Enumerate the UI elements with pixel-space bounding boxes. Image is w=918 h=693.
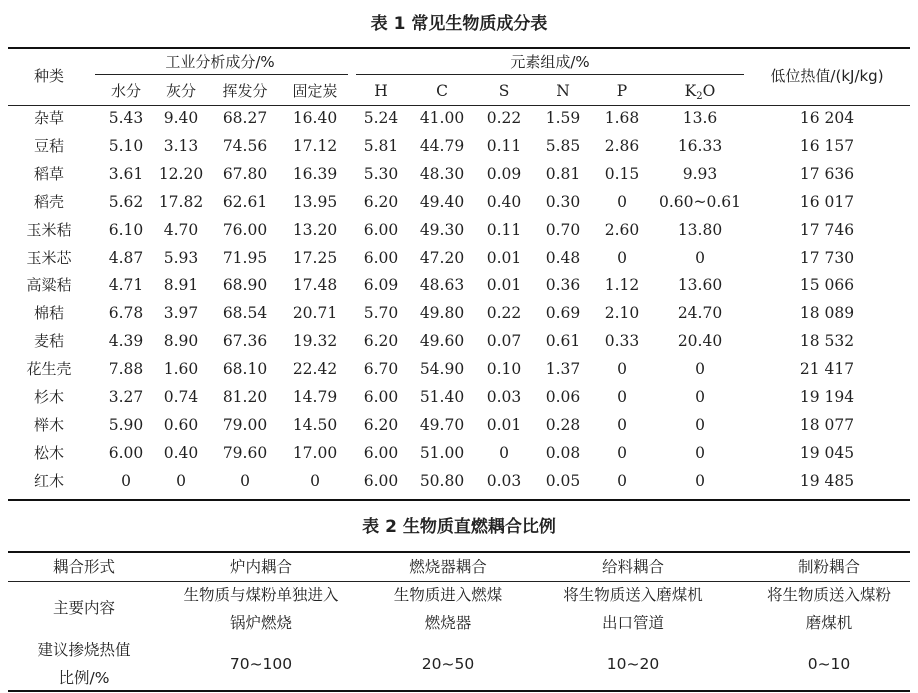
cell-h: 6.00 bbox=[363, 443, 399, 462]
cell-s: 0.01 bbox=[486, 415, 522, 434]
cell-c: 49.80 bbox=[419, 304, 465, 323]
cell-s: 0.03 bbox=[486, 471, 522, 490]
cell-species: 榉木 bbox=[33, 415, 65, 434]
industrial-group-rule bbox=[95, 74, 348, 75]
cell-species: 稻草 bbox=[33, 164, 65, 183]
cell-h: 6.00 bbox=[363, 388, 399, 406]
cell-p: 0 bbox=[617, 388, 627, 406]
header-k2o bbox=[685, 81, 716, 107]
cell-h: 6.00 bbox=[363, 220, 399, 239]
cell-heat-value: 19 045 bbox=[799, 443, 855, 462]
cell-p: 0 bbox=[617, 443, 627, 462]
cell-fixed-carbon: 16.40 bbox=[292, 109, 338, 127]
cell-h: 6.09 bbox=[363, 276, 399, 295]
cell-species: 红木 bbox=[33, 471, 65, 490]
cell-volatile: 67.80 bbox=[222, 164, 268, 183]
cell-h: 5.30 bbox=[363, 164, 399, 183]
cell-fixed-carbon: 0 bbox=[310, 471, 320, 490]
cell-n: 0.30 bbox=[545, 192, 581, 211]
cell-c: 49.60 bbox=[419, 332, 465, 351]
t2-header-coupling-type: 耦合形式 bbox=[52, 558, 116, 576]
cell-p: 2.60 bbox=[604, 220, 640, 239]
t2-ratio-burner: 20~50 bbox=[421, 655, 475, 673]
cell-s: 0 bbox=[499, 443, 509, 462]
cell-fixed-carbon: 16.39 bbox=[292, 164, 338, 183]
cell-species: 玉米秸 bbox=[26, 220, 72, 239]
header-element-group: 元素组成/% bbox=[510, 53, 590, 71]
cell-h: 6.20 bbox=[363, 332, 399, 351]
cell-n: 0.28 bbox=[545, 415, 581, 434]
cell-ash: 0.40 bbox=[163, 443, 199, 462]
header-c: C bbox=[436, 82, 448, 100]
cell-moisture: 3.27 bbox=[108, 388, 144, 406]
cell-volatile: 62.61 bbox=[222, 192, 268, 211]
cell-volatile: 79.00 bbox=[222, 415, 268, 434]
cell-species: 杉木 bbox=[33, 388, 65, 406]
cell-k2o: 9.93 bbox=[682, 164, 718, 183]
header-ash: 灰分 bbox=[165, 82, 197, 100]
cell-c: 48.30 bbox=[419, 164, 465, 183]
cell-n: 0.05 bbox=[545, 471, 581, 490]
cell-p: 0 bbox=[617, 248, 627, 267]
t2-main-pulverizing: 将生物质送入煤粉 磨煤机 bbox=[766, 586, 892, 632]
cell-ash: 17.82 bbox=[158, 192, 204, 211]
cell-n: 5.85 bbox=[545, 136, 581, 155]
cell-n: 0.36 bbox=[545, 276, 581, 295]
cell-moisture: 5.43 bbox=[108, 109, 144, 127]
cell-volatile: 76.00 bbox=[222, 220, 268, 239]
cell-fixed-carbon: 20.71 bbox=[292, 304, 338, 323]
cell-c: 49.70 bbox=[419, 415, 465, 434]
cell-heat-value: 18 532 bbox=[799, 332, 855, 351]
cell-heat-value: 19 485 bbox=[799, 471, 855, 490]
header-moisture: 水分 bbox=[110, 82, 142, 100]
cell-species: 高粱秸 bbox=[26, 276, 72, 295]
cell-volatile: 67.36 bbox=[222, 332, 268, 351]
cell-moisture: 3.61 bbox=[108, 164, 144, 183]
cell-h: 6.00 bbox=[363, 248, 399, 267]
cell-n: 0.70 bbox=[545, 220, 581, 239]
cell-ash: 12.20 bbox=[158, 164, 204, 183]
cell-p: 0 bbox=[617, 471, 627, 490]
cell-c: 49.30 bbox=[419, 220, 465, 239]
cell-s: 0.03 bbox=[486, 388, 522, 406]
cell-species: 松木 bbox=[33, 443, 65, 462]
cell-heat-value: 19 194 bbox=[799, 388, 855, 406]
t2-header-pulverizing: 制粉耦合 bbox=[797, 558, 861, 576]
cell-s: 0.01 bbox=[486, 248, 522, 267]
cell-k2o: 13.6 bbox=[682, 109, 718, 127]
cell-fixed-carbon: 17.25 bbox=[292, 248, 338, 267]
cell-heat-value: 17 636 bbox=[799, 164, 855, 183]
cell-heat-value: 16 204 bbox=[799, 109, 855, 127]
cell-n: 0.08 bbox=[545, 443, 581, 462]
cell-k2o: 0 bbox=[695, 388, 705, 406]
cell-ash: 0.74 bbox=[163, 388, 199, 406]
cell-ash: 4.70 bbox=[163, 220, 199, 239]
k2o-subscript: 2 bbox=[696, 91, 703, 102]
cell-volatile: 68.27 bbox=[222, 109, 268, 127]
cell-p: 0 bbox=[617, 192, 627, 211]
cell-ash: 0 bbox=[176, 471, 186, 490]
cell-heat-value: 15 066 bbox=[799, 276, 855, 295]
cell-volatile: 71.95 bbox=[222, 248, 268, 267]
cell-s: 0.10 bbox=[486, 360, 522, 379]
cell-c: 49.40 bbox=[419, 192, 465, 211]
header-s: S bbox=[498, 82, 510, 100]
k2o-tail: O bbox=[702, 82, 716, 100]
cell-k2o: 16.33 bbox=[677, 136, 723, 155]
table1-bottom-rule bbox=[8, 499, 910, 501]
cell-species: 花生壳 bbox=[26, 360, 72, 379]
cell-volatile: 68.10 bbox=[222, 360, 268, 379]
cell-p: 0 bbox=[617, 415, 627, 434]
t2-ratio-pulverizing: 0~10 bbox=[807, 655, 851, 673]
cell-volatile: 79.60 bbox=[222, 443, 268, 462]
cell-c: 48.63 bbox=[419, 276, 465, 295]
cell-c: 54.90 bbox=[419, 360, 465, 379]
cell-volatile: 0 bbox=[240, 471, 250, 490]
cell-ash: 8.91 bbox=[163, 276, 199, 295]
cell-volatile: 68.90 bbox=[222, 276, 268, 295]
cell-fixed-carbon: 13.20 bbox=[292, 220, 338, 239]
cell-moisture: 6.00 bbox=[108, 443, 144, 462]
cell-fixed-carbon: 13.95 bbox=[292, 192, 338, 211]
cell-s: 0.22 bbox=[486, 109, 522, 127]
cell-moisture: 4.71 bbox=[108, 276, 144, 295]
cell-h: 5.24 bbox=[363, 109, 399, 127]
cell-c: 50.80 bbox=[419, 471, 465, 490]
cell-s: 0.09 bbox=[486, 164, 522, 183]
element-group-rule bbox=[356, 74, 744, 75]
cell-moisture: 5.10 bbox=[108, 136, 144, 155]
t2-ratio-feed: 10~20 bbox=[606, 655, 660, 673]
cell-k2o: 0 bbox=[695, 248, 705, 267]
cell-ash: 5.93 bbox=[163, 248, 199, 267]
cell-n: 0.61 bbox=[545, 332, 581, 351]
cell-h: 5.70 bbox=[363, 304, 399, 323]
header-volatile: 挥发分 bbox=[222, 82, 268, 100]
cell-species: 稻壳 bbox=[33, 192, 65, 211]
cell-volatile: 68.54 bbox=[222, 304, 268, 323]
cell-ash: 3.13 bbox=[163, 136, 199, 155]
cell-heat-value: 18 089 bbox=[799, 304, 855, 323]
cell-h: 6.00 bbox=[363, 471, 399, 490]
header-p: P bbox=[616, 82, 628, 100]
cell-c: 44.79 bbox=[419, 136, 465, 155]
table1-header-rule bbox=[8, 105, 910, 106]
table2-caption: 表 2 生物质直燃耦合比例 bbox=[362, 517, 556, 537]
cell-fixed-carbon: 19.32 bbox=[292, 332, 338, 351]
cell-moisture: 5.90 bbox=[108, 415, 144, 434]
cell-k2o: 24.70 bbox=[677, 304, 723, 323]
cell-heat-value: 17 730 bbox=[799, 248, 855, 267]
cell-p: 0 bbox=[617, 360, 627, 379]
cell-heat-value: 21 417 bbox=[799, 360, 855, 379]
cell-n: 1.59 bbox=[545, 109, 581, 127]
cell-heat-value: 18 077 bbox=[799, 415, 855, 434]
header-n: N bbox=[556, 82, 570, 100]
cell-k2o: 0 bbox=[695, 415, 705, 434]
cell-ash: 8.90 bbox=[163, 332, 199, 351]
header-h: H bbox=[374, 82, 388, 100]
cell-k2o: 0 bbox=[695, 471, 705, 490]
cell-species: 豆秸 bbox=[33, 136, 65, 155]
cell-c: 51.00 bbox=[419, 443, 465, 462]
cell-species: 玉米芯 bbox=[26, 248, 72, 267]
cell-moisture: 5.62 bbox=[108, 192, 144, 211]
cell-moisture: 4.39 bbox=[108, 332, 144, 351]
cell-heat-value: 17 746 bbox=[799, 220, 855, 239]
table1-top-rule bbox=[8, 47, 910, 49]
cell-p: 1.68 bbox=[604, 109, 640, 127]
cell-moisture: 6.10 bbox=[108, 220, 144, 239]
cell-h: 6.20 bbox=[363, 415, 399, 434]
cell-h: 6.70 bbox=[363, 360, 399, 379]
cell-fixed-carbon: 14.79 bbox=[292, 388, 338, 406]
cell-k2o: 20.40 bbox=[677, 332, 723, 351]
cell-moisture: 4.87 bbox=[108, 248, 144, 267]
table2-bottom-rule bbox=[8, 690, 910, 692]
cell-fixed-carbon: 17.48 bbox=[292, 276, 338, 295]
cell-p: 2.10 bbox=[604, 304, 640, 323]
table1-caption: 表 1 常见生物质成分表 bbox=[370, 14, 548, 34]
cell-k2o: 13.60 bbox=[677, 276, 723, 295]
cell-n: 0.69 bbox=[545, 304, 581, 323]
cell-species: 麦秸 bbox=[33, 332, 65, 351]
cell-species: 棉秸 bbox=[33, 304, 65, 323]
cell-k2o: 0 bbox=[695, 443, 705, 462]
t2-header-burner: 燃烧器耦合 bbox=[409, 558, 487, 576]
cell-fixed-carbon: 14.50 bbox=[292, 415, 338, 434]
t2-header-feed: 给料耦合 bbox=[601, 558, 665, 576]
cell-c: 51.40 bbox=[419, 388, 465, 406]
header-fixed-carbon: 固定炭 bbox=[292, 82, 338, 100]
t2-ratio-furnace: 70~100 bbox=[229, 655, 293, 673]
cell-k2o: 0.60~0.61 bbox=[658, 192, 742, 211]
cell-c: 47.20 bbox=[419, 248, 465, 267]
cell-moisture: 7.88 bbox=[108, 360, 144, 379]
k2o-main: K bbox=[684, 82, 697, 100]
cell-s: 0.07 bbox=[486, 332, 522, 351]
cell-s: 0.11 bbox=[486, 220, 522, 239]
cell-p: 0.15 bbox=[604, 164, 640, 183]
cell-ash: 3.97 bbox=[163, 304, 199, 323]
cell-k2o: 0 bbox=[695, 360, 705, 379]
cell-n: 0.81 bbox=[545, 164, 581, 183]
cell-s: 0.22 bbox=[486, 304, 522, 323]
cell-heat-value: 16 017 bbox=[799, 192, 855, 211]
cell-moisture: 0 bbox=[121, 471, 131, 490]
cell-volatile: 81.20 bbox=[222, 388, 268, 406]
t2-main-content-label: 主要内容 bbox=[52, 599, 116, 617]
cell-heat-value: 16 157 bbox=[799, 136, 855, 155]
header-industrial-group: 工业分析成分/% bbox=[165, 53, 275, 71]
cell-n: 0.48 bbox=[545, 248, 581, 267]
cell-ash: 9.40 bbox=[163, 109, 199, 127]
cell-s: 0.01 bbox=[486, 276, 522, 295]
cell-fixed-carbon: 22.42 bbox=[292, 360, 338, 379]
t2-main-burner: 生物质进入燃煤 燃烧器 bbox=[393, 586, 503, 632]
cell-ash: 0.60 bbox=[163, 415, 199, 434]
cell-h: 5.81 bbox=[363, 136, 399, 155]
cell-volatile: 74.56 bbox=[222, 136, 268, 155]
cell-n: 1.37 bbox=[545, 360, 581, 379]
cell-fixed-carbon: 17.00 bbox=[292, 443, 338, 462]
t2-main-feed: 将生物质送入磨煤机 出口管道 bbox=[563, 586, 703, 632]
cell-p: 2.86 bbox=[604, 136, 640, 155]
cell-s: 0.11 bbox=[486, 136, 522, 155]
cell-n: 0.06 bbox=[545, 388, 581, 406]
header-species: 种类 bbox=[33, 67, 65, 85]
cell-fixed-carbon: 17.12 bbox=[292, 136, 338, 155]
cell-s: 0.40 bbox=[486, 192, 522, 211]
header-heat-value: 低位热值/(kJ/kg) bbox=[770, 67, 884, 85]
cell-moisture: 6.78 bbox=[108, 304, 144, 323]
t2-ratio-label: 建议掺烧热值 比例/% bbox=[37, 641, 131, 687]
cell-species: 杂草 bbox=[33, 109, 65, 127]
t2-main-furnace: 生物质与煤粉单独进入 锅炉燃烧 bbox=[183, 586, 339, 632]
cell-c: 41.00 bbox=[419, 109, 465, 127]
cell-p: 0.33 bbox=[604, 332, 640, 351]
cell-k2o: 13.80 bbox=[677, 220, 723, 239]
t2-header-furnace: 炉内耦合 bbox=[229, 558, 293, 576]
cell-ash: 1.60 bbox=[163, 360, 199, 379]
cell-h: 6.20 bbox=[363, 192, 399, 211]
cell-p: 1.12 bbox=[604, 276, 640, 295]
